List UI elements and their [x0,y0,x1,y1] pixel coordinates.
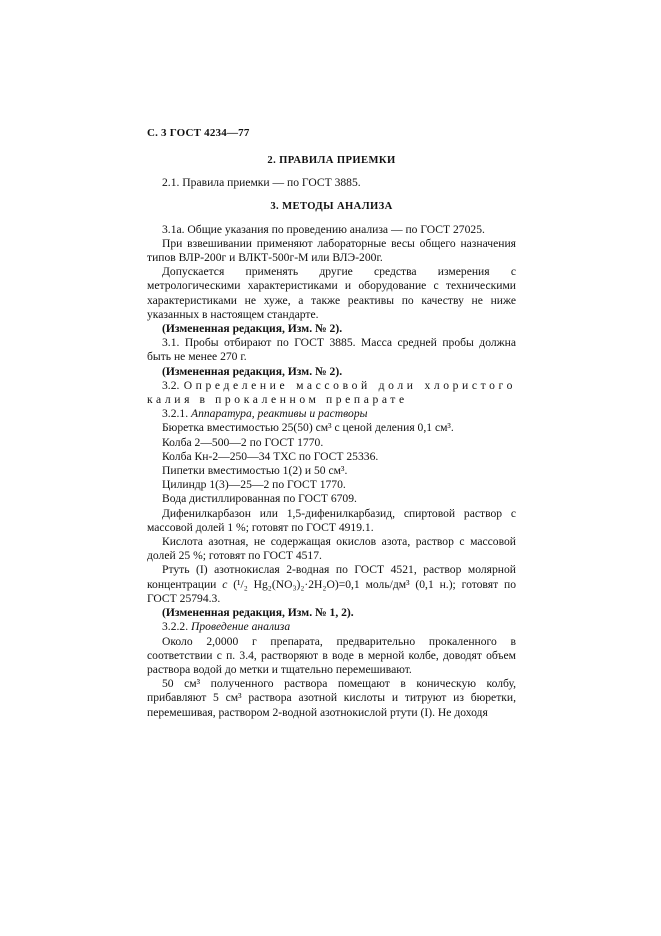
paragraph-weighing: При взвешивании применяют лабораторные весы общего назначения типов ВЛР-200г и ВЛКТ-500г-М или ВЛЭ-200г. [147,236,516,265]
item-mercury-nitrate [147,563,516,606]
paragraph-3-2-1 [147,407,516,421]
item-diphenylcarbazone: Дифенилкарбазон или 1,5-дифенилкарбазид, спиртовой раствор с массовой долей 1 %; готовят по ГОСТ 4919.1. [147,506,516,534]
amendment-note-3: (Измененная редакция, Изм. № 1, 2). [162,606,354,620]
clause-number-3-2-1: 3.2.1. [162,407,189,421]
mercury-text-a: Ртуть (I) азотнокислая 2-водная по ГОСТ 4521, раствор молярной концентрации [147,563,516,591]
mercury-text-b: (¹/₂ Hg₂(NO₃)₂·2H₂O)=0,1 моль/дм³ (0,1 н.); готовят по ГОСТ 25794.3. [147,577,516,605]
paragraph-sample-prep: Около 2,0000 г препарата, предварительно прокаленного в соответствии с п. 3.4, растворяют в воде в мерной колбе, доводят объем раствора водой до метки и тщательно перемешивают. [147,634,516,676]
amendment-note-2: (Измененная редакция, Изм. № 2). [162,364,343,378]
paragraph-3-1: 3.1. Пробы отбирают по ГОСТ 3885. Масса средней пробы должна быть не менее 270 г. [147,336,516,364]
page-body [147,122,516,720]
clause-number-3-2-2: 3.2.2. [162,620,189,634]
paragraph-allowance: Допускается применять другие средства измерения с метрологическими характеристиками и оборудование с техническими характеристиками не хуже, а также реактивы по качеству не ниже указанных в настоящем стандарте. [147,265,516,321]
item-water: Вода дистиллированная по ГОСТ 6709. [162,492,357,506]
section-2-title: 2. ПРАВИЛА ПРИЕМКИ [267,155,396,166]
clause-title-3-2-2: Проведение анализа [191,620,291,634]
paragraph-3-2-2 [147,620,516,634]
item-pipettes: Пипетки вместимостью 1(2) и 50 см³. [162,464,348,478]
clause-title-3-2: Определение массовой доли хлористого калия в прокаленном препарате [147,378,516,407]
paragraph-titration: 50 см³ полученного раствора помещают в коническую колбу, прибавляют 5 см³ раствора азотной кислоты и титруют из бюретки, перемешивая, раствором 2-водной азотнокислой ртути (I). Не доходя [147,677,516,719]
item-nitric-acid: Кислота азотная, не содержащая окислов азота, раствор с массовой долей 25 %; готовят по ГОСТ 4517. [147,535,516,563]
item-flask-1: Колба 2—500—2 по ГОСТ 1770. [162,435,324,449]
mercury-symbol-c: c [222,577,228,591]
clause-number-3-2: 3.2. [162,378,180,392]
item-flask-2: Колба Кн-2—250—34 ТХС по ГОСТ 25336. [162,449,379,463]
paragraph-2-1: 2.1. Правила приемки — по ГОСТ 3885. [162,176,361,190]
item-cylinder: Цилиндр 1(3)—25—2 по ГОСТ 1770. [162,478,346,492]
item-burette: Бюретка вместимостью 25(50) см³ с ценой деления 0,1 см³. [162,421,454,435]
clause-title-3-2-1: Аппаратура, реактивы и растворы [191,407,368,421]
amendment-note-1: (Измененная редакция, Изм. № 2). [162,322,343,336]
paragraph-3-2 [147,379,516,407]
section-3-title: 3. МЕТОДЫ АНАЛИЗА [270,201,393,213]
paragraph-3-1a: 3.1а. Общие указания по проведению анализа — по ГОСТ 27025. [162,222,485,236]
running-header: С. 3 ГОСТ 4234—77 [147,127,250,139]
